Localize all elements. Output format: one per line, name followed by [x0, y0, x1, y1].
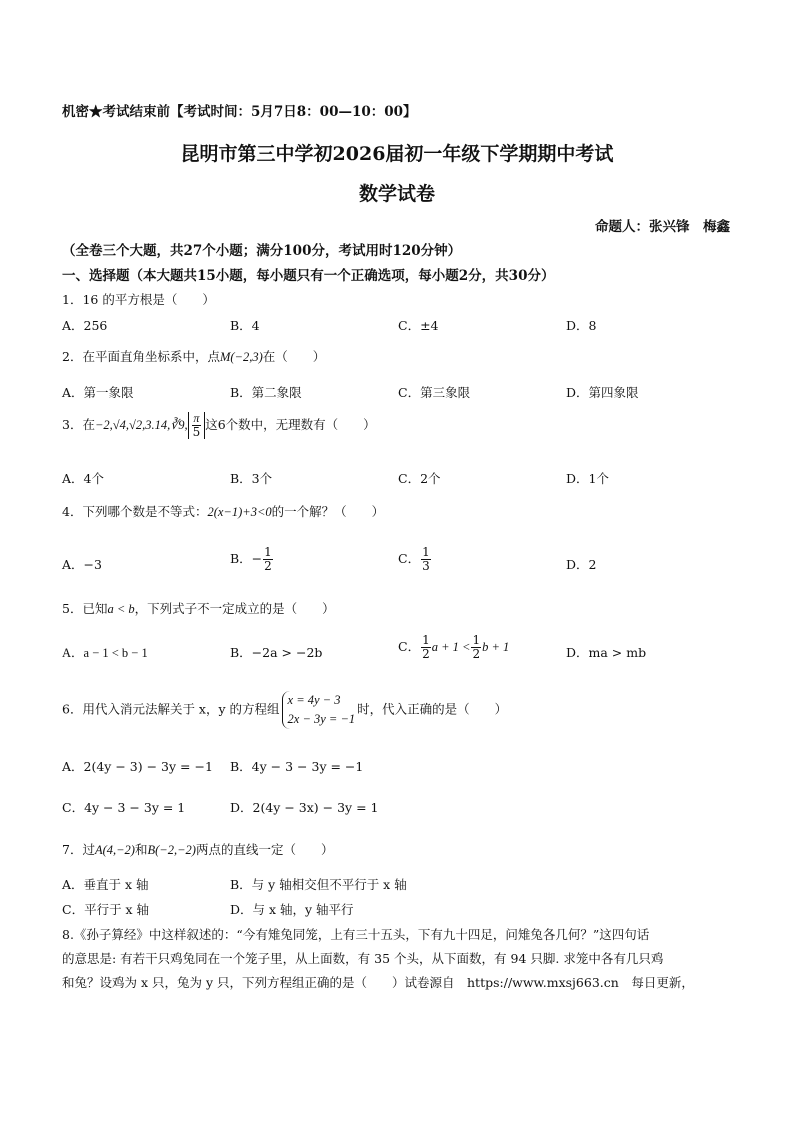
q5-option-a: A．a − 1 < b − 1 [62, 646, 148, 660]
q6-option-b: B．4y − 3 − 3y = −1 [230, 759, 364, 774]
q3-option-d: D．1个 [566, 471, 609, 486]
q5-option-d: D．ma > mb [566, 645, 647, 660]
q3-stem-prefix: 3．在 [62, 417, 95, 432]
question-4-stem [62, 502, 384, 520]
q7-point-b: B(−2,−2) [147, 843, 196, 857]
q4-c-den: 3 [422, 559, 430, 573]
q3-frac-den: 5 [192, 425, 201, 439]
q4-b-den: 2 [264, 559, 272, 573]
question-5-stem [62, 599, 335, 617]
question-8-line-3: 和兔？设鸡为 x 只，兔为 y 只，下列方程组正确的是（ ）试卷源自 https://www.mxsj663.cn 每日更新， [62, 975, 694, 990]
q4-b-num: 1 [264, 545, 272, 559]
q5-c-num1: 1 [422, 633, 430, 647]
q1-option-d: D．8 [566, 318, 597, 333]
q5-option-b: B．−2a > −2b [230, 645, 323, 660]
q2-point-M: M(−2,3) [219, 350, 263, 364]
section-heading: 一、选择题（本大题共15小题，每小题只有一个正确选项，每小题2分，共30分） [62, 268, 555, 284]
q3-number-list: −2,√4,√2,3.14,∛9, [94, 418, 188, 432]
q3-frac-num: π [193, 411, 200, 425]
q4-option-c [398, 546, 432, 573]
q6-stem-prefix: 6．用代入消元法解关于 x，y 的方程组 [62, 701, 280, 717]
q4-inequality: 2(x−1)+3<0 [207, 505, 272, 519]
q7-option-a: A．垂直于 x 轴 [62, 877, 149, 892]
q2-stem-prefix: 2．在平面直角坐标系中，点 [62, 349, 220, 364]
question-2-stem [62, 347, 325, 365]
q6-option-c: C．4y − 3 − 3y = 1 [62, 800, 186, 815]
q6-stem-suffix: 时，代入正确的是（ ） [357, 701, 508, 717]
q3-abs-value [188, 412, 206, 439]
q4-c-num: 1 [422, 545, 430, 559]
q1-option-c: C．±4 [398, 318, 439, 333]
q3-option-c: C．2个 [398, 471, 441, 486]
q5-c-den1: 2 [422, 647, 430, 661]
q3-option-b: B．3个 [230, 471, 273, 486]
q2-option-c: C．第三象限 [398, 385, 471, 400]
exam-subtitle: 数学试卷 [358, 183, 435, 205]
q6-equation-system [282, 691, 356, 729]
q5-c-num2: 1 [472, 633, 481, 647]
question-6-stem [62, 691, 507, 729]
q4-stem-prefix: 4．下列哪个数是不等式： [62, 504, 208, 519]
q7-point-a: A(4,−2) [94, 843, 135, 857]
q6-option-a: A．2(4y − 3) − 3y = −1 [62, 759, 213, 774]
q7-stem-mid: 和 [134, 842, 148, 857]
exam-info: （全卷三个大题，共27个小题；满分100分，考试用时120分钟） [62, 243, 462, 259]
q5-stem-suffix: ，下列式子不一定成立的是（ ） [134, 601, 335, 616]
question-8-line-1: 8.《孙子算经》中这样叙述的：“今有雉兔同笼，上有三十五头，下有九十四足，问雉兔各几何？”这四句话 [62, 927, 650, 942]
q2-option-b: B．第二象限 [230, 385, 302, 400]
question-3-stem [62, 412, 376, 439]
question-7-stem [62, 840, 333, 858]
q7-stem-prefix: 7．过 [62, 842, 95, 857]
q5-condition: a < b [107, 602, 135, 616]
q6-option-d: D．2(4y − 3x) − 3y = 1 [230, 800, 379, 815]
q2-stem-suffix: 在（ ） [262, 349, 326, 364]
q5-stem-prefix: 5．已知 [62, 601, 108, 616]
confidential-line: 机密★考试结束前【考试时间：5月7日8：00—10：00】 [62, 104, 417, 120]
q4-option-c-label: C． [398, 551, 421, 566]
author-line: 命题人：张兴锋 梅鑫 [595, 219, 730, 235]
q6-eq1: x = 4y − 3 [287, 693, 341, 707]
q4-option-b-label: B．− [230, 551, 263, 566]
q5-c-den2: 2 [472, 647, 481, 661]
q5-option-c-label: C． [398, 639, 421, 654]
q4-option-d: D．2 [566, 557, 597, 572]
question-8-line-2: 的意思是: 有若干只鸡兔同在一个笼子里，从上面数，有 35 个头，从下面数，有 94 只脚. 求笼中各有几只鸡 [62, 951, 664, 966]
q1-option-b: B．4 [230, 318, 260, 333]
exam-title: 昆明市第三中学初2026届初一年级下学期期中考试 [180, 143, 614, 165]
q3-option-a: A．4个 [62, 471, 104, 486]
q2-option-a: A．第一象限 [62, 385, 134, 400]
q7-option-b: B．与 y 轴相交但不平行于 x 轴 [230, 877, 407, 892]
q6-eq2: 2x − 3y = −1 [287, 712, 356, 726]
q7-option-d: D．与 x 轴，y 轴平行 [230, 902, 354, 917]
q7-stem-suffix: 两点的直线一定（ ） [195, 842, 334, 857]
q5-option-c [398, 634, 509, 661]
q4-stem-suffix: 的一个解？（ ） [271, 504, 385, 519]
q4-option-a: A．−3 [62, 557, 102, 572]
q3-stem-suffix: 这6个数中，无理数有（ ） [205, 417, 376, 432]
q5-c-end: b + 1 [482, 640, 510, 654]
q7-option-c: C．平行于 x 轴 [62, 902, 150, 917]
q4-option-b [230, 546, 274, 573]
question-1-stem: 1．16 的平方根是（ ） [62, 292, 215, 307]
q2-option-d: D．第四象限 [566, 385, 639, 400]
q5-c-mid: a + 1 < [431, 640, 471, 654]
q1-option-a: A．256 [62, 318, 108, 333]
